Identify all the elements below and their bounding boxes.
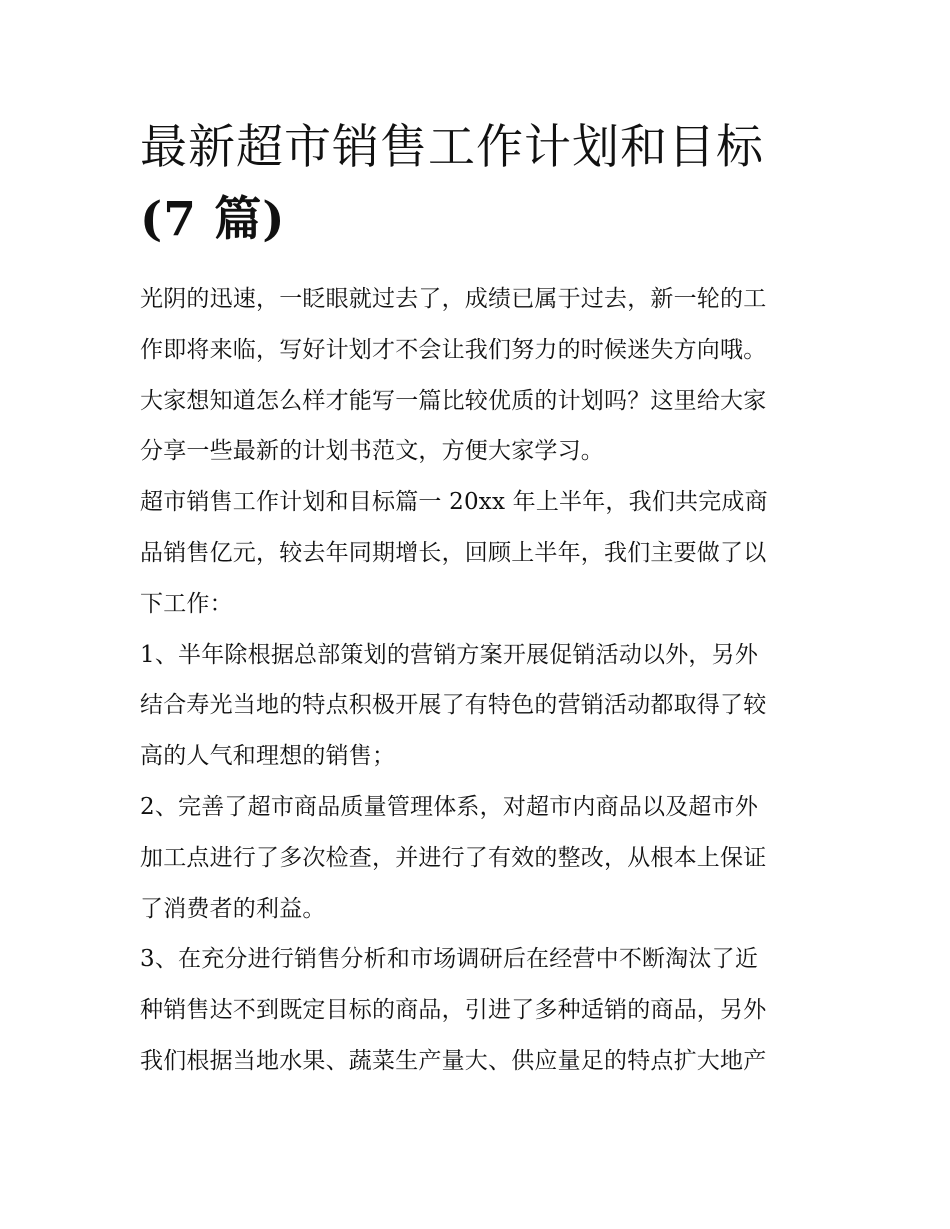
text-line: 作即将来临，写好计划才不会让我们努力的时候迷失方向哦。 — [140, 336, 767, 363]
text-line: 1、半年除根据总部策划的营销方案开展促销活动以外，另外 — [140, 641, 759, 668]
list-item-paragraph — [140, 630, 820, 782]
document-content — [140, 112, 820, 1087]
title-line: 最新超市销售工作计划和目标 — [140, 120, 764, 175]
text-line: 3、在充分进行销售分析和市场调研后在经营中不断淘汰了近 — [140, 946, 759, 973]
list-item-paragraph — [140, 934, 820, 1086]
text-line: 光阴的迅速，一眨眼就过去了，成绩已属于过去，新一轮的工 — [140, 286, 767, 312]
document-body — [140, 274, 820, 1087]
text-line: 种销售达不到既定目标的商品，引进了多种适销的商品，另外 — [140, 997, 767, 1024]
list-item-paragraph — [140, 782, 820, 934]
text-line: 分享一些最新的计划书范文，方便大家学习。 — [140, 438, 604, 465]
text-line: 了消费者的利益。 — [140, 895, 326, 922]
text-line: 结合寿光当地的特点积极开展了有特色的营销活动都取得了较 — [140, 692, 767, 719]
title-line: (7 篇) — [140, 192, 286, 247]
text-line: 下工作： — [140, 590, 233, 617]
text-line: 我们根据当地水果、蔬菜生产量大、供应量足的特点扩大地产 — [140, 1047, 767, 1074]
text-line: 大家想知道怎么样才能写一篇比较优质的计划吗？这里给大家 — [140, 387, 767, 414]
intro-paragraph — [140, 274, 820, 477]
text-line: 超市销售工作计划和目标篇一 20xx 年上半年，我们共完成商 — [140, 489, 768, 516]
document-title — [140, 112, 820, 256]
text-line: 高的人气和理想的销售； — [140, 743, 396, 770]
text-line: 2、完善了超市商品质量管理体系，对超市内商品以及超市外 — [140, 793, 759, 820]
section-one-paragraph — [140, 477, 820, 629]
text-line: 品销售亿元，较去年同期增长，回顾上半年，我们主要做了以 — [140, 539, 767, 566]
text-line: 加工点进行了多次检查，并进行了有效的整改，从根本上保证 — [140, 844, 767, 871]
